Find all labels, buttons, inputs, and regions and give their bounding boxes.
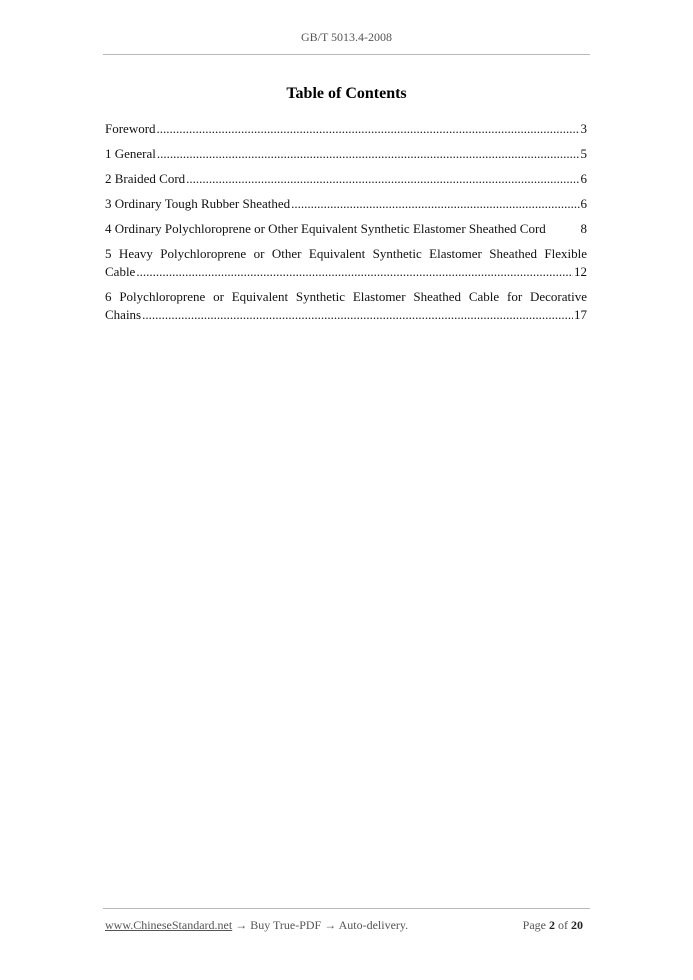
toc-entry-label: Foreword bbox=[105, 121, 156, 136]
toc-entry-label-line2: Chains bbox=[105, 307, 142, 322]
footer-promo bbox=[105, 918, 408, 933]
toc-entry-page: 6 bbox=[580, 196, 587, 211]
toc-entry-page: 5 bbox=[580, 146, 587, 161]
toc-leader-dots bbox=[142, 306, 573, 324]
site-link[interactable]: www.ChineseStandard.net bbox=[105, 918, 233, 932]
arrow-icon: → bbox=[324, 918, 337, 932]
toc-entry-label-line1: 5 Heavy Polychloroprene or Other Equivalent Synthetic Elastomer Sheathed Flexible bbox=[105, 246, 587, 261]
delivery-text: Auto-delivery. bbox=[338, 918, 409, 932]
running-header: GB/T 5013.4-2008 bbox=[300, 30, 393, 44]
toc-entry-heavy-polychloroprene[interactable] bbox=[105, 245, 587, 281]
of-word: of bbox=[558, 918, 568, 932]
toc-entry-page: 8 bbox=[580, 221, 587, 236]
toc-leader-dots bbox=[291, 195, 579, 213]
toc-leader-dots bbox=[157, 145, 580, 163]
toc-entry-page: 17 bbox=[574, 307, 587, 322]
page-word: Page bbox=[522, 918, 546, 932]
toc-leader-dots bbox=[136, 263, 573, 281]
footer-divider bbox=[103, 908, 590, 909]
page-current: 2 bbox=[549, 918, 555, 932]
toc-entry-label-line2: Cable bbox=[105, 264, 136, 279]
toc-leader-dots bbox=[157, 120, 580, 138]
toc-leader-dots bbox=[186, 170, 579, 188]
header-divider bbox=[103, 54, 590, 55]
toc-entry-page: 6 bbox=[580, 171, 587, 186]
toc-entry-label-line1: 6 Polychloroprene or Equivalent Synthetic Elastomer Sheathed Cable for Decorative bbox=[105, 289, 587, 304]
toc-entry-decorative-chains[interactable] bbox=[105, 288, 587, 324]
toc-entry-general[interactable] bbox=[105, 145, 587, 163]
toc-title: Table of Contents bbox=[286, 85, 407, 102]
toc-entry-ordinary-tough-rubber[interactable] bbox=[105, 195, 587, 213]
toc-entry-ordinary-polychloroprene[interactable] bbox=[105, 220, 587, 238]
toc-entry-foreword[interactable] bbox=[105, 120, 587, 138]
toc-entry-page: 12 bbox=[574, 264, 587, 279]
toc-entry-braided-cord[interactable] bbox=[105, 170, 587, 188]
toc-entry-label: 4 Ordinary Polychloroprene or Other Equivalent Synthetic Elastomer Sheathed Cord bbox=[105, 221, 546, 236]
page-total: 20 bbox=[571, 918, 583, 932]
toc-entry-label: 1 General bbox=[105, 146, 156, 161]
page-number bbox=[523, 918, 583, 933]
arrow-icon: → bbox=[235, 918, 248, 932]
table-of-contents bbox=[105, 120, 587, 331]
buy-pdf-text: Buy True-PDF bbox=[250, 918, 322, 932]
toc-entry-page: 3 bbox=[580, 121, 587, 136]
toc-entry-label: 3 Ordinary Tough Rubber Sheathed bbox=[105, 196, 291, 211]
toc-entry-label: 2 Braided Cord bbox=[105, 171, 186, 186]
